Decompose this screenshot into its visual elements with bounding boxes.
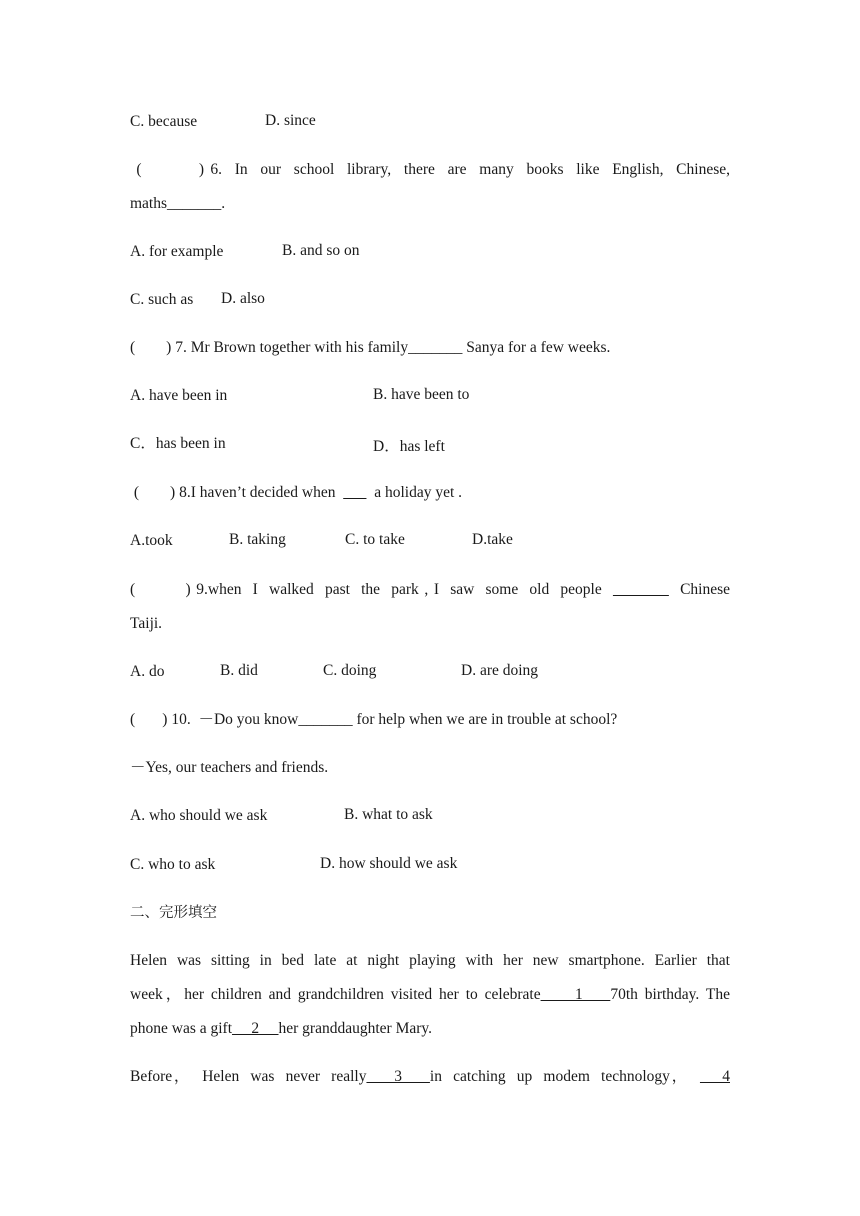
q9-stem-after: Chinese [668,581,731,598]
q6-option-a: A. for example [130,243,224,260]
passage-p1-line2 [130,985,730,1005]
q10-answer-line: －Yes, our teachers and friends. [130,759,329,776]
q7-option-c: C．has been in [130,435,226,452]
q7-option-b: B. have been to [373,386,470,403]
passage-p2-line1 [130,1067,730,1087]
q7-stem: ( ) 7. Mr Brown together with his family_______ Sanya for a few weeks. [130,339,611,356]
passage-text: week，her children and grandchildren visited her to celebrate [130,986,541,1003]
section2-heading: 二、完形填空 [130,905,217,921]
q8-stem-after: a holiday yet . [366,484,463,501]
q8-option-a: A.took [130,532,173,549]
q6-option-c: C. such as [130,291,194,308]
passage-text: 70th birthday. The [610,986,730,1003]
q9-blank [613,581,669,598]
blank-2: 2 [232,1020,279,1037]
q5-options-row [130,112,197,132]
blank-3: 3 [366,1068,430,1085]
q5-option-d: D. since [265,112,316,129]
q9-option-b: B. did [220,662,258,679]
blank-1: 1 [540,986,611,1003]
blank-4: 4 [699,1068,730,1085]
passage-p1-line1: Helen was sitting in bed late at night playing with her new smartphone. Earlier that [130,952,730,969]
q10-option-a: A. who should we ask [130,807,268,824]
q6-stem-line2: maths_______. [130,195,226,212]
q9-stem-line1 [130,580,730,600]
passage-text: phone was a gift [130,1020,233,1037]
q8-option-b: B. taking [229,531,286,548]
q9-option-d: D. are doing [461,662,539,679]
q8-stem-before: ( ) 8.I haven’t decided when [130,484,344,501]
q9-stem-before: ( ) 9.when I walked past the park , I saw some old people [130,581,613,598]
q5-option-c: C. because [130,113,198,130]
passage-text: her granddaughter Mary. [278,1020,433,1037]
q7-option-d: D．has left [373,438,445,455]
q6-option-b: B. and so on [282,242,360,259]
q9-option-c: C. doing [323,662,377,679]
q6-option-d: D. also [221,290,265,307]
q10-option-d: D. how should we ask [320,855,458,872]
passage-text: Before， Helen was never really [130,1068,367,1085]
q6-stem-line1: ( ) 6. In our school library, there are many books like English, Chinese, [130,161,730,178]
q8-blank [343,484,366,501]
q10-stem: ( ) 10. －Do you know_______ for help when we are in trouble at school? [130,711,618,728]
q10-option-b: B. what to ask [344,806,433,823]
q8-option-d: D.take [472,531,513,548]
passage-text: in catching up modem technology， [429,1068,700,1085]
passage-p1-line3 [130,1019,432,1039]
q9-option-a: A. do [130,663,165,680]
q8-stem [130,483,462,503]
q10-option-c: C. who to ask [130,856,216,873]
q9-stem-line2: Taiji. [130,615,163,632]
q7-option-a: A. have been in [130,387,228,404]
q8-option-c: C. to take [345,531,405,548]
